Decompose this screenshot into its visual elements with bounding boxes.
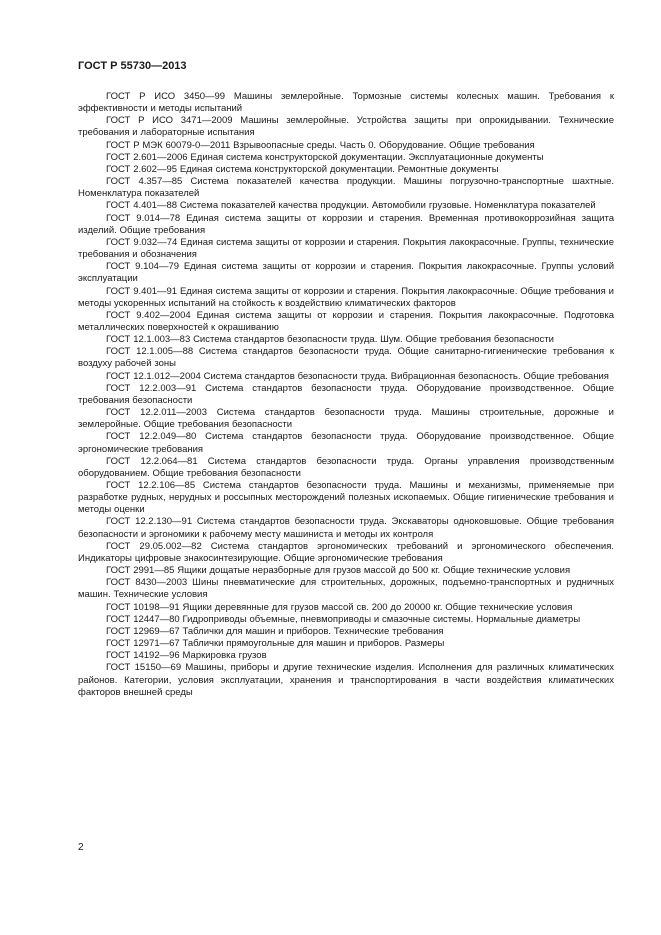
reference-item: ГОСТ 12.2.106—85 Система стандартов безопасности труда. Машины и механизмы, применяемые при разработке рудных, нерудных и россыпных месторождений полезных ископаемых. Общие гигиенические требования и методы оценки — [78, 480, 614, 516]
normative-references-list — [78, 91, 614, 699]
reference-item: ГОСТ 12.1.003—83 Система стандартов безопасности труда. Шум. Общие требования безопасности — [106, 334, 554, 346]
reference-item: ГОСТ 4.401—88 Система показателей качества продукции. Автомобили грузовые. Номенклатура показателей — [106, 200, 596, 212]
reference-item: ГОСТ 9.104—79 Единая система защиты от коррозии и старения. Покрытия лакокрасочные. Группы условий эксплуатации — [78, 261, 614, 285]
reference-item: ГОСТ 9.402—2004 Единая система защиты от коррозии и старения. Покрытия лакокрасочные. Подготовка металлических поверхностей к окрашиванию — [78, 309, 614, 333]
reference-item: ГОСТ 12.2.064—81 Система стандартов безопасности труда. Органы управления производственным оборудованием. Общие требования безопасности — [78, 455, 614, 479]
reference-item: ГОСТ 9.032—74 Единая система защиты от коррозии и старения. Покрытия лакокрасочные. Группы, технические требования и обозначения — [78, 236, 614, 261]
reference-item: ГОСТ 12.1.012—2004 Система стандартов безопасности труда. Вибрационная безопасность. Общие требования — [106, 370, 609, 382]
reference-item: ГОСТ 29.05.002—82 Система стандартов эргономических требований и эргономического обеспечения. Индикаторы цифровые знакосинтезирующие. Общие эргономические требования — [78, 540, 614, 564]
page-number: 2 — [78, 842, 84, 853]
reference-item: ГОСТ 14192—96 Маркировка грузов — [106, 650, 267, 662]
reference-item: ГОСТ 12.2.049—80 Система стандартов безопасности труда. Оборудование производственное. Общие эргономические требования — [78, 431, 614, 455]
reference-item: ГОСТ 12447—80 Гидроприводы объемные, пневмоприводы и смазочные системы. Нормальные диаметры — [106, 613, 581, 625]
reference-item: ГОСТ Р ИСО 3471—2009 Машины землеройные. Устройства защиты при опрокидывании. Технические требования и лабораторные испытания — [78, 115, 614, 139]
reference-item: ГОСТ 12.1.005—88 Система стандартов безопасности труда. Общие санитарно-гигиенические требования к воздуху рабочей зоны — [78, 346, 614, 370]
reference-item: ГОСТ 12.2.011—2003 Система стандартов безопасности труда. Машины строительные, дорожные и землеройные. Общие требования безопасности — [78, 407, 614, 431]
reference-item: ГОСТ 8430—2003 Шины пневматические для строительных, дорожных, подъемно-транспортных и рудничных машин. Технические условия — [78, 577, 614, 601]
reference-item: ГОСТ 4.357—85 Система показателей качества продукции. Машины погрузочно-транспортные шахтные. Номенклатура показателей — [78, 176, 614, 200]
reference-item: ГОСТ 15150—69 Машины, приборы и другие технические изделия. Исполнения для различных климатических районов. Категории, условия эксплуатации, хранения и транспортирования в части воздействия климатических факторов внешней среды — [78, 662, 614, 698]
reference-item: ГОСТ 10198—91 Ящики деревянные для грузов массой св. 200 до 20000 кг. Общие технические условия — [106, 601, 573, 613]
document-header: ГОСТ Р 55730—2013 — [78, 60, 187, 72]
reference-item: ГОСТ 12.2.130—91 Система стандартов безопасности труда. Экскаваторы одноковшовые. Общие требования безопасности и эргономики к рабочему месту машиниста и методы их контроля — [78, 516, 614, 540]
reference-item: ГОСТ 12.2.003—91 Система стандартов безопасности труда. Оборудование производственное. Общие требования безопасности — [78, 382, 614, 406]
reference-item: ГОСТ 2.601—2006 Единая система конструкторской документации. Эксплуатационные документы — [106, 151, 544, 163]
reference-item: ГОСТ 2991—85 Ящики дощатые неразборные для грузов массой до 500 кг. Общие технические условия — [106, 565, 571, 577]
reference-item: ГОСТ 12971—67 Таблички прямоугольные для машин и приборов. Размеры — [106, 638, 445, 650]
reference-item: ГОСТ 12969—67 Таблички для машин и приборов. Технические требования — [106, 625, 444, 637]
reference-item: ГОСТ 9.014—78 Единая система защиты от коррозии и старения. Временная противокоррозийная защита изделий. Общие требования — [78, 212, 614, 236]
reference-item: ГОСТ Р МЭК 60079-0—2011 Взрывоопасные среды. Часть 0. Оборудование. Общие требования — [106, 139, 535, 151]
reference-item: ГОСТ 2.602—95 Единая система конструкторской документации. Ремонтные документы — [106, 163, 499, 175]
reference-item: ГОСТ 9.401—91 Единая система защиты от коррозии и старения. Покрытия лакокрасочные. Общие требования и методы ускоренных испытаний на стойкость к воздействию климатических факторов — [78, 285, 614, 309]
reference-item: ГОСТ Р ИСО 3450—99 Машины землеройные. Тормозные системы колесных машин. Требования к эффективности и методы испытаний — [78, 91, 614, 115]
